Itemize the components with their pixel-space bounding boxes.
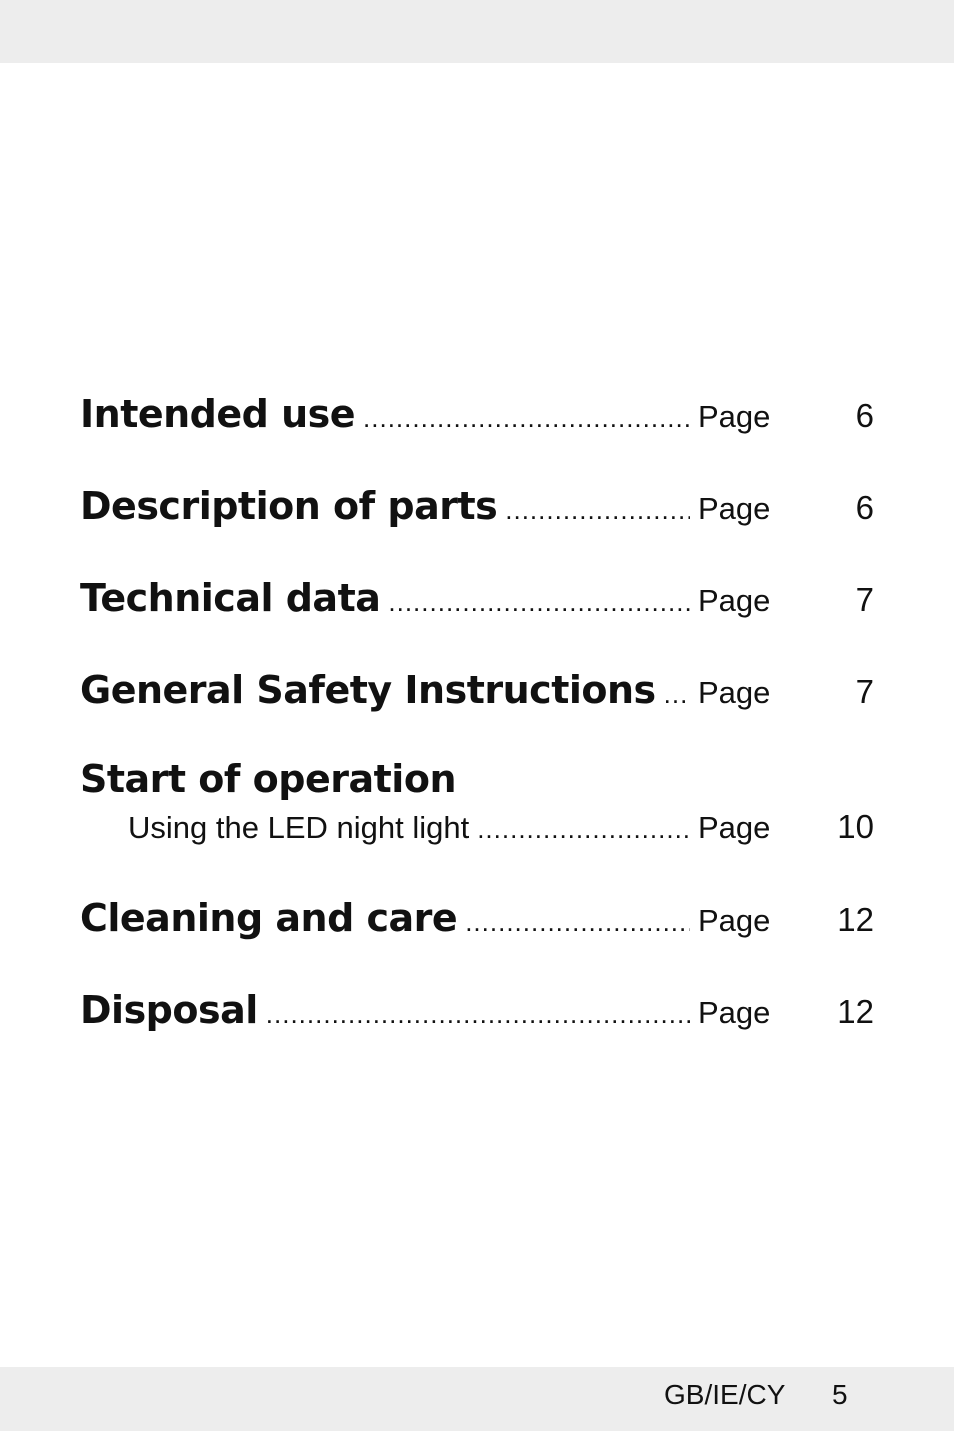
page-number: 7 — [855, 673, 874, 710]
dot-leader — [266, 999, 690, 1030]
page-number: 7 — [855, 581, 874, 618]
toc-entry-cleaning-and-care[interactable] — [80, 896, 874, 940]
toc-title: Description of parts — [80, 484, 498, 528]
page-number: 10 — [837, 808, 874, 845]
page-number: 12 — [837, 993, 874, 1030]
toc-heading-start-of-operation[interactable]: Start of operation — [80, 757, 456, 801]
page-label: Page — [698, 399, 771, 434]
page-label: Page — [698, 903, 771, 938]
toc-title: Disposal — [80, 988, 258, 1032]
toc-entry-intended-use[interactable] — [80, 392, 874, 436]
page-number: 6 — [855, 489, 874, 526]
dot-leader — [505, 495, 690, 526]
toc-subentry-using-led-night-light[interactable] — [80, 808, 874, 846]
page-number: 12 — [837, 901, 874, 938]
toc-title: Cleaning and care — [80, 896, 458, 940]
toc-title: Intended use — [80, 392, 356, 436]
toc-title: General Safety Instructions — [80, 668, 656, 712]
page-label: Page — [698, 810, 771, 845]
dot-leader — [465, 907, 690, 938]
page-label: Page — [698, 675, 771, 710]
top-band — [0, 0, 954, 63]
toc-entry-description-of-parts[interactable] — [80, 484, 874, 528]
toc-entry-general-safety-instructions[interactable] — [80, 668, 874, 712]
page-label: Page — [698, 491, 771, 526]
footer-band — [0, 1367, 954, 1431]
footer-region-code: GB/IE/CY — [664, 1379, 786, 1410]
dot-leader — [388, 587, 690, 618]
page-label: Page — [698, 583, 771, 618]
toc-entry-technical-data[interactable] — [80, 576, 874, 620]
footer-page-number: 5 — [832, 1379, 848, 1410]
page-number: 6 — [855, 397, 874, 434]
dot-leader — [363, 403, 690, 434]
page-label: Page — [698, 995, 771, 1030]
toc-subtitle: Using the LED night light — [128, 810, 470, 845]
toc-entry-disposal[interactable] — [80, 988, 874, 1032]
dot-leader — [664, 679, 690, 710]
toc-title: Technical data — [80, 576, 381, 620]
dot-leader — [477, 814, 690, 845]
